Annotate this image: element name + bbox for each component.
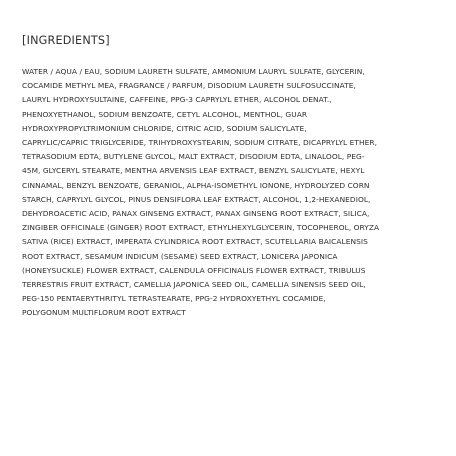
- ingredients-heading: [INGREDIENTS]: [22, 34, 110, 47]
- ingredients-line: ZINGIBER OFFICINALE (GINGER) ROOT EXTRACT, ETHYLHEXYLGLYCERIN, TOCOPHEROL, ORYZA: [22, 223, 380, 233]
- ingredients-line: 45M, GLYCERYL STEARATE, MENTHA ARVENSIS LEAF EXTRACT, BENZYL SALICYLATE, HEXYL: [22, 166, 365, 176]
- ingredients-line: TETRASODIUM EDTA, BUTYLENE GLYCOL, MALT EXTRACT, DISODIUM EDTA, LINALOOL, PEG-: [22, 152, 365, 162]
- ingredients-line: DEHYDROACETIC ACID, PANAX GINSENG EXTRACT, PANAX GINSENG ROOT EXTRACT, SILICA,: [22, 209, 370, 219]
- ingredients-line: COCAMIDE METHYL MEA, FRAGRANCE / PARFUM, DISODIUM LAURETH SULFOSUCCINATE,: [22, 81, 356, 91]
- ingredients-line: STARCH, CAPRYLYL GLYCOL, PINUS DENSIFLORA LEAF EXTRACT, ALCOHOL, 1,2-HEXANEDIOL,: [22, 194, 371, 204]
- ingredients-line: POLYGONUM MULTIFLORUM ROOT EXTRACT: [22, 308, 186, 318]
- ingredients-line: SATIVA (RICE) EXTRACT, IMPERATA CYLINDRICA ROOT EXTRACT, SCUTELLARIA BAICALENSIS: [22, 237, 368, 247]
- ingredients-line: CAPRYLIC/CAPRIC TRIGLYCERIDE, TRIHYDROXYSTEARIN, SODIUM CITRATE, DICAPRYLYL ETHER,: [22, 138, 378, 148]
- ingredients-line: (HONEYSUCKLE) FLOWER EXTRACT, CALENDULA OFFICINALIS FLOWER EXTRACT, TRIBULUS: [22, 265, 366, 275]
- ingredients-list: [22, 65, 436, 321]
- ingredients-line: LAURYL HYDROXYSULTAINE, CAFFEINE, PPG-3 CAPRYLYL ETHER, ALCOHOL DENAT.,: [22, 95, 332, 105]
- ingredients-line: CINNAMAL, BENZYL BENZOATE, GERANIOL, ALPHA-ISOMETHYL IONONE, HYDROLYZED CORN: [22, 180, 370, 190]
- ingredients-line: PHENOXYETHANOL, SODIUM BENZOATE, CETYL ALCOHOL, MENTHOL, GUAR: [22, 109, 308, 119]
- ingredients-line: TERRESTRIS FRUIT EXTRACT, CAMELLIA JAPONICA SEED OIL, CAMELLIA SINENSIS SEED OIL,: [22, 280, 366, 290]
- ingredients-line: HYDROXYPROPYLTRIMONIUM CHLORIDE, CITRIC ACID, SODIUM SALICYLATE,: [22, 123, 307, 133]
- ingredients-line: PEG-150 PENTAERYTHRITYL TETRASTEARATE, PPG-2 HYDROXYETHYL COCAMIDE,: [22, 294, 326, 304]
- ingredients-line: WATER / AQUA / EAU, SODIUM LAURETH SULFATE, AMMONIUM LAURYL SULFATE, GLYCERIN,: [22, 67, 365, 76]
- ingredients-line: ROOT EXTRACT, SESAMUM INDICUM (SESAME) SEED EXTRACT, LONICERA JAPONICA: [22, 251, 338, 261]
